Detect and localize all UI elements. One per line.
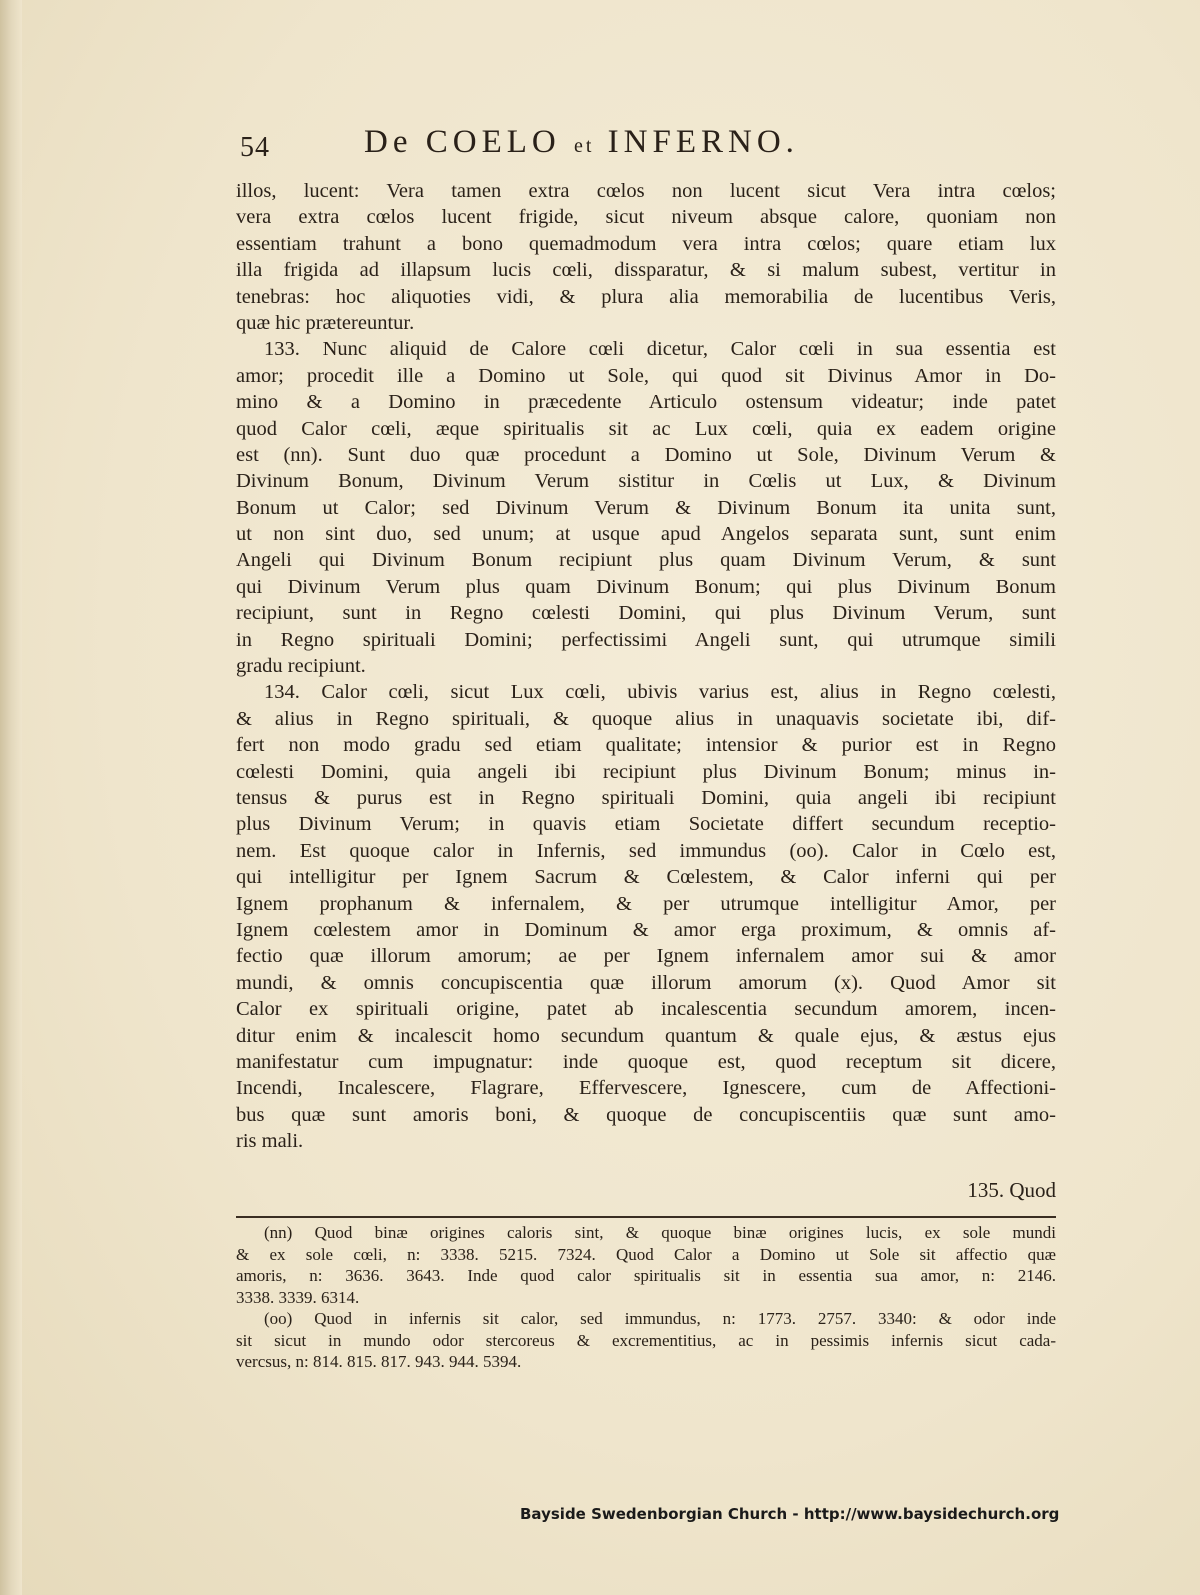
running-title-part2: INFERNO.	[607, 124, 799, 160]
footnote-line: & ex sole cœli, n: 3338. 5215. 7324. Quod Calor a Domino ut Sole sit affectio quæ	[236, 1244, 1056, 1264]
text-line: tensus & purus est in Regno spirituali Domini, quia angeli ibi recipiunt	[236, 786, 1056, 809]
page-binding-edge	[0, 0, 22, 1595]
footnote-line-oo: (oo) Quod in infernis sit calor, sed immundus, n: 1773. 2757. 3340: & odor inde	[264, 1309, 1056, 1328]
text-line: Calor ex spirituali origine, patet ab incalescentia secundum amorem, incen-	[236, 998, 1056, 1021]
footnote-line: sit sicut in mundo odor stercoreus & excrementitius, ac in pessimis infernis sicut cada-	[236, 1330, 1056, 1350]
text-line: mino & a Domino in præcedente Articulo ostensum videatur; inde patet	[236, 391, 1056, 414]
footnote-divider	[236, 1216, 1056, 1218]
text-line: qui Divinum Verum plus quam Divinum Bonum; qui plus Divinum Bonum	[236, 575, 1056, 598]
text-line: amor; procedit ille a Domino ut Sole, qui quod sit Divinus Amor in Do-	[236, 364, 1056, 387]
running-title	[364, 124, 799, 161]
text-line: tenebras: hoc aliquoties vidi, & plura alia memorabilia de lucentibus Veris,	[236, 285, 1056, 308]
text-line: nem. Est quoque calor in Infernis, sed immundus (oo). Calor in Cœlo est,	[236, 839, 1056, 862]
text-line: est (nn). Sunt duo quæ procedunt a Domino ut Sole, Divinum Verum &	[236, 443, 1056, 466]
text-line: fectio quæ illorum amorum; ae per Ignem infernalem amor sui & amor	[236, 945, 1056, 968]
text-line: manifestatur cum impugnatur: inde quoque est, quod receptum sit dicere,	[236, 1050, 1056, 1073]
text-line: fert non modo gradu sed etiam qualitate; intensior & purior est in Regno	[236, 734, 1056, 757]
footnotes-block	[236, 1222, 1056, 1373]
text-line: quod Calor cœli, æque spiritualis sit ac Lux cœli, quia ex eadem origine	[236, 417, 1056, 440]
text-line: & alius in Regno spirituali, & quoque alius in unaquavis societate ibi, dif-	[236, 707, 1056, 730]
text-line: in Regno spirituali Domini; perfectissimi Angeli sunt, qui utrumque simili	[236, 628, 1056, 651]
text-line: Ignem prophanum & infernalem, & per utrumque intelligitur Amor, per	[236, 892, 1056, 915]
text-line-paragraph-134: 134. Calor cœli, sicut Lux cœli, ubivis varius est, alius in Regno cœlesti,	[264, 681, 1056, 704]
footnote-line: amoris, n: 3636. 3643. Inde quod calor spiritualis sit in essentia sua amor, n: 2146.	[236, 1266, 1056, 1285]
page-number: 54	[240, 132, 270, 163]
main-text-block	[236, 178, 1056, 1154]
text-line: cœlesti Domini, quia angeli ibi recipiunt plus Divinum Bonum; minus in-	[236, 760, 1056, 783]
source-credit-watermark: Bayside Swedenborgian Church - http://www.baysidechurch.org	[520, 1505, 1060, 1523]
text-line: illos, lucent: Vera tamen extra cœlos non lucent sicut Vera intra cœlos;	[236, 180, 1056, 202]
text-line: qui intelligitur per Ignem Sacrum & Cœlestem, & Calor inferni qui per	[236, 866, 1056, 889]
text-line: gradu recipiunt.	[236, 655, 366, 678]
text-line: essentiam trahunt a bono quemadmodum vera intra cœlos; quare etiam lux	[236, 232, 1056, 255]
text-line: ut non sint duo, sed unum; at usque apud Angelos separata sunt, sunt enim	[236, 523, 1056, 546]
text-line: quæ hic prætereuntur.	[236, 311, 415, 334]
text-line: ris mali.	[236, 1130, 304, 1153]
running-title-part1: De COELO	[364, 124, 561, 160]
text-line: plus Divinum Verum; in quavis etiam Societate differt secundum receptio-	[236, 813, 1056, 836]
text-line-paragraph-133: 133. Nunc aliquid de Calore cœli dicetur, Calor cœli in sua essentia est	[264, 338, 1056, 361]
page-header	[240, 120, 1060, 168]
catchword: 135. Quod	[967, 1178, 1056, 1202]
text-line: Angeli qui Divinum Bonum recipiunt plus quam Divinum Verum, & sunt	[236, 549, 1056, 572]
text-line: bus quæ sunt amoris boni, & quoque de concupiscentiis quæ sunt amo-	[236, 1103, 1056, 1126]
text-line: vera extra cœlos lucent frigide, sicut niveum absque calore, quoniam non	[236, 206, 1056, 229]
footnote-line: 3338. 3339. 6314.	[236, 1287, 360, 1307]
text-line: ditur enim & incalescit homo secundum quantum & quale ejus, & æstus ejus	[236, 1024, 1056, 1047]
footnote-line-nn: (nn) Quod binæ origines caloris sint, & quoque binæ origines lucis, ex sole mundi	[264, 1223, 1056, 1242]
running-title-et: et	[573, 135, 595, 157]
text-line: Incendi, Incalescere, Flagrare, Effervescere, Ignescere, cum de Affectioni-	[236, 1077, 1056, 1100]
footnote-line: vercsus, n: 814. 815. 817. 943. 944. 5394.	[236, 1352, 522, 1371]
text-line: mundi, & omnis concupiscentia quæ illorum amorum (x). Quod Amor sit	[236, 971, 1056, 994]
text-line: illa frigida ad illapsum lucis cœli, dissparatur, & si malum subest, vertitur in	[236, 259, 1056, 282]
text-line: recipiunt, sunt in Regno cœlesti Domini, qui plus Divinum Verum, sunt	[236, 602, 1056, 625]
text-line: Bonum ut Calor; sed Divinum Verum & Divinum Bonum ita unita sunt,	[236, 496, 1056, 519]
text-line: Ignem cœlestem amor in Dominum & amor erga proximum, & omnis af-	[236, 918, 1056, 941]
text-line: Divinum Bonum, Divinum Verum sistitur in Cœlis ut Lux, & Divinum	[236, 470, 1056, 493]
